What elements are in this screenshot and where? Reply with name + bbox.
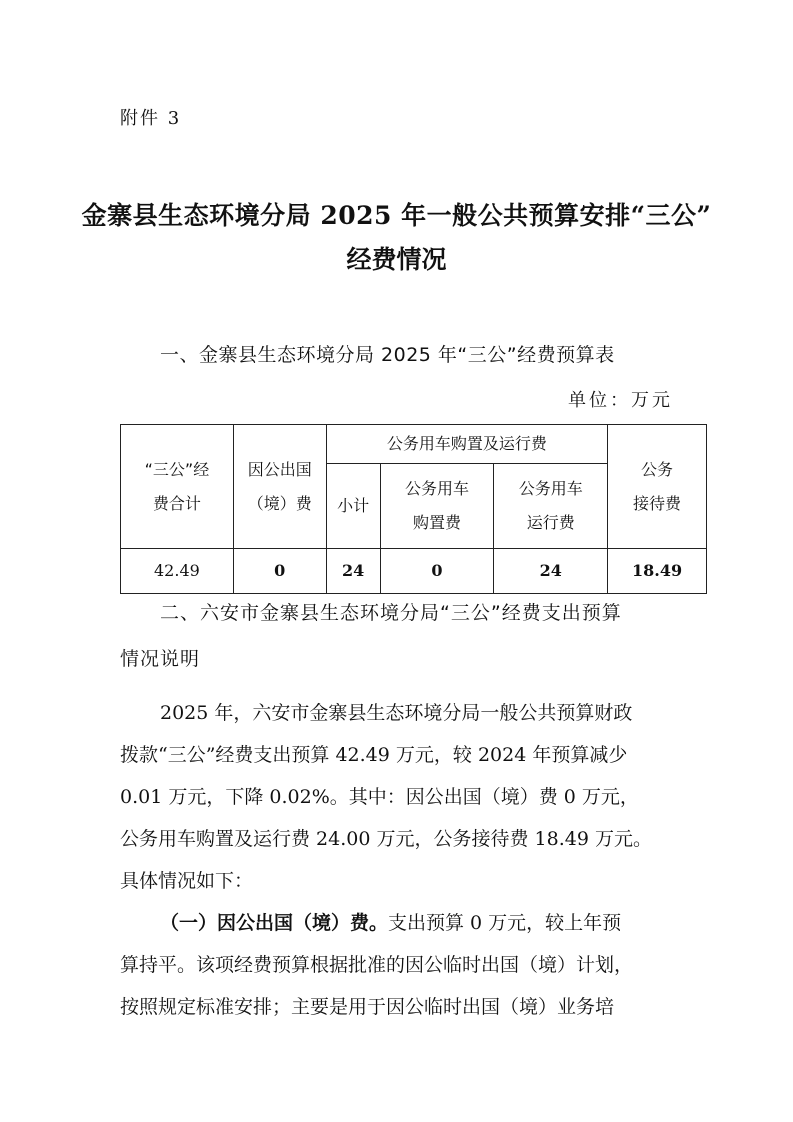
section1-heading: 一、金寨县生态环境分局 2025 年“三公”经费预算表 (160, 344, 615, 366)
paragraph-line: 具体情况如下： (120, 870, 254, 892)
unit-label: 单位：万元 (568, 390, 673, 411)
header-vehicle: 公务用车购置及运行费 (326, 425, 607, 464)
header-subtotal: 小计 (326, 464, 380, 549)
attachment-label: 附件 3 (120, 108, 182, 129)
header-operation-line1: 公务用车 (518, 479, 583, 498)
subsection-heading: （一）因公出国（境）费。 (160, 912, 389, 934)
header-total-line2: 费合计 (152, 493, 201, 513)
value-subtotal: 24 (326, 549, 380, 594)
header-abroad (233, 425, 326, 549)
header-operation-line2: 运行费 (526, 513, 575, 532)
header-purchase-line2: 购置费 (412, 513, 461, 532)
header-abroad-line1: 因公出国 (247, 459, 312, 479)
header-abroad-line2: （境）费 (247, 493, 312, 513)
paragraph-line: 2025 年，六安市金寨县生态环境分局一般公共预算财政 (160, 702, 633, 724)
document-title-line1: 金寨县生态环境分局 2025 年一般公共预算安排“三公” (81, 201, 712, 230)
value-purchase: 0 (380, 549, 494, 594)
header-operation (494, 464, 608, 549)
budget-table (120, 424, 707, 594)
header-reception-line2: 接待费 (633, 493, 682, 513)
header-purchase-line1: 公务用车 (404, 479, 469, 498)
value-reception: 18.49 (608, 549, 707, 594)
header-total-line1: “三公”经 (144, 459, 210, 479)
header-reception (608, 425, 707, 549)
paragraph-line: 公务用车购置及运行费 24.00 万元，公务接待费 18.49 万元。 (120, 828, 652, 850)
paragraph-line-first (160, 908, 621, 935)
header-reception-line1: 公务 (641, 459, 674, 479)
table-row (121, 549, 707, 594)
section2-heading-line1: 二、六安市金寨县生态环境分局“三公”经费支出预算 (160, 602, 622, 624)
value-operation: 24 (494, 549, 608, 594)
value-total: 42.49 (121, 549, 234, 594)
header-purchase (380, 464, 494, 549)
value-abroad: 0 (233, 549, 326, 594)
section2-heading-line2: 情况说明 (120, 648, 201, 670)
paragraph-text: 支出预算 0 万元，较上年预 (388, 912, 622, 934)
paragraph-line: 0.01 万元，下降 0.02%。其中：因公出国（境）费 0 万元， (120, 786, 639, 808)
document-title-line2: 经费情况 (346, 245, 447, 274)
paragraph-line: 拨款“三公”经费支出预算 42.49 万元，较 2024 年预算减少 (120, 744, 628, 766)
header-total (121, 425, 234, 549)
paragraph-line: 按照规定标准安排；主要是用于因公临时出国（境）业务培 (120, 996, 615, 1018)
table-header-row-1 (121, 425, 707, 464)
paragraph-line: 算持平。该项经费预算根据批准的因公临时出国（境）计划， (120, 954, 634, 976)
